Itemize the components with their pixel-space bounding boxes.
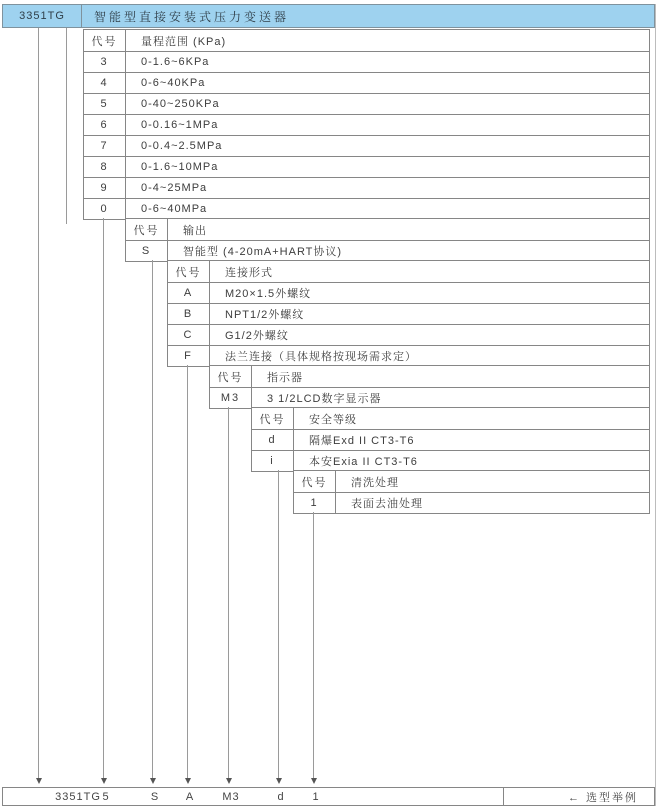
example-code: 3351TG [55, 790, 101, 803]
code-cell: 6 [84, 115, 126, 135]
code-cell: M3 [210, 388, 252, 408]
value-cell: NPT1/2外螺纹 [225, 309, 305, 321]
code-header-cell: 代号 [126, 219, 168, 240]
value-cell: 0-0.16~1MPa [141, 119, 219, 131]
table-indicator [209, 365, 650, 409]
table-output [125, 218, 650, 262]
connector-line [152, 260, 153, 778]
value-cell: 0-6~40MPa [141, 203, 208, 215]
code-cell: 7 [84, 136, 126, 156]
value-cell: 表面去油处理 [351, 498, 423, 510]
arrow-down-icon [36, 778, 42, 784]
example-code: S [150, 790, 160, 803]
code-cell: 5 [84, 94, 126, 114]
value-cell: 0-1.6~10MPa [141, 161, 219, 173]
code-header-cell: 代号 [294, 471, 336, 492]
table-row [252, 450, 649, 471]
example-note: ← 选型举例 [567, 791, 638, 804]
connector-line [38, 28, 39, 778]
example-code: A [185, 790, 195, 803]
connector-line [103, 218, 104, 778]
code-cell: A [168, 283, 210, 303]
connector-line [66, 28, 67, 224]
value-cell: 0-1.6~6KPa [141, 56, 210, 68]
table-row [168, 324, 649, 345]
table-row [84, 156, 649, 177]
code-cell: S [126, 241, 168, 261]
code-header-cell: 代号 [210, 366, 252, 387]
value-cell: 法兰连接（具体规格按现场需求定） [225, 351, 417, 363]
code-cell: 8 [84, 157, 126, 177]
arrow-down-icon [226, 778, 232, 784]
table-row [294, 492, 649, 513]
code-cell: 0 [84, 199, 126, 219]
table-row [84, 198, 649, 219]
table-row [252, 429, 649, 450]
arrow-down-icon [150, 778, 156, 784]
code-cell: 4 [84, 73, 126, 93]
table-cleaning [293, 470, 650, 514]
code-cell: C [168, 325, 210, 345]
code-cell: 1 [294, 493, 336, 513]
value-header-cell: 安全等级 [309, 413, 357, 426]
table-row [84, 135, 649, 156]
example-code: 1 [312, 790, 320, 803]
value-header-cell: 清洗处理 [351, 476, 399, 489]
example-code: d [277, 790, 285, 803]
table-row [84, 114, 649, 135]
table-header-row [84, 30, 649, 51]
value-cell: 0-0.4~2.5MPa [141, 140, 223, 152]
code-header-cell: 代号 [168, 261, 210, 282]
figure-right-border [655, 4, 656, 806]
table-row [168, 282, 649, 303]
code-cell: 3 [84, 52, 126, 72]
code-cell: d [252, 430, 294, 450]
table-row [84, 93, 649, 114]
code-cell: F [168, 346, 210, 366]
arrow-down-icon [311, 778, 317, 784]
value-cell: 隔爆Exd II CT3-T6 [309, 435, 415, 447]
value-header-cell: 量程范围 (KPa) [141, 35, 227, 48]
table-header-row [126, 219, 649, 240]
table-safety [251, 407, 650, 472]
table-row [210, 387, 649, 408]
table-connection [167, 260, 650, 367]
value-cell: M20×1.5外螺纹 [225, 288, 312, 300]
value-cell: 3 1/2LCD数字显示器 [267, 393, 382, 405]
value-cell: 0-4~25MPa [141, 182, 208, 194]
code-cell: 9 [84, 178, 126, 198]
code-cell: i [252, 451, 294, 471]
connector-line [228, 407, 229, 778]
value-header-cell: 连接形式 [225, 266, 273, 279]
table-header-row [252, 408, 649, 429]
connector-line [313, 512, 314, 778]
table-row [168, 303, 649, 324]
table-row [126, 240, 649, 261]
value-cell: 0-6~40KPa [141, 77, 206, 89]
value-cell: 智能型 (4-20mA+HART协议) [183, 246, 343, 258]
code-cell: B [168, 304, 210, 324]
value-header-cell: 输出 [183, 224, 207, 237]
table-row [84, 51, 649, 72]
value-cell: 本安Exia II CT3-T6 [309, 456, 418, 468]
connector-line [278, 470, 279, 778]
table-header-row [210, 366, 649, 387]
example-row [2, 787, 655, 806]
table-row [168, 345, 649, 366]
model-code: 3351TG [3, 5, 82, 27]
arrow-down-icon [185, 778, 191, 784]
value-cell: G1/2外螺纹 [225, 330, 289, 342]
connector-line [187, 365, 188, 778]
example-codes [3, 788, 504, 805]
arrow-down-icon [276, 778, 282, 784]
table-row [84, 72, 649, 93]
value-header-cell: 指示器 [267, 371, 303, 384]
table-row [84, 177, 649, 198]
product-title: 智能型直接安装式压力变送器 [94, 9, 290, 24]
example-code: M3 [222, 790, 240, 803]
table-header-row [294, 471, 649, 492]
arrow-down-icon [101, 778, 107, 784]
model-header [2, 4, 655, 28]
code-header-cell: 代号 [84, 30, 126, 51]
table-range [83, 29, 650, 220]
table-header-row [168, 261, 649, 282]
value-cell: 0-40~250KPa [141, 98, 220, 110]
code-header-cell: 代号 [252, 408, 294, 429]
example-code: 5 [102, 790, 110, 803]
